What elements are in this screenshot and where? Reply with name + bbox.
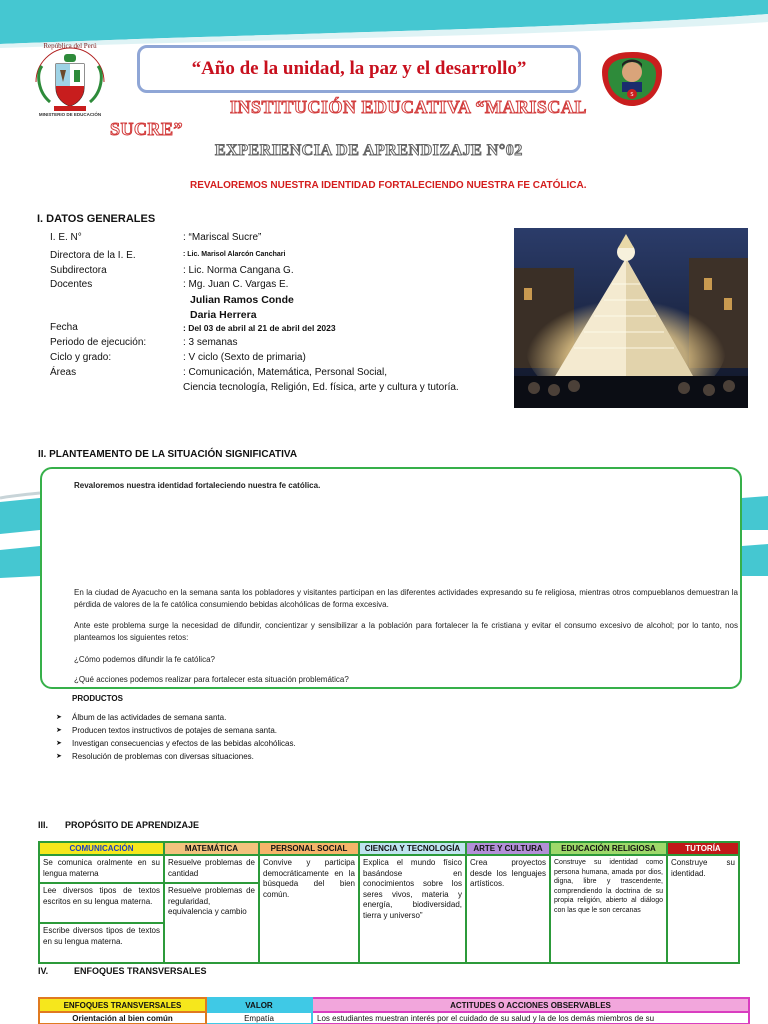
- list-item: ➤ Álbum de las actividades de semana santa.: [56, 711, 296, 724]
- dg-value: : 3 semanas: [183, 337, 238, 348]
- experience-title: EXPERIENCIA DE APRENDIZAJE N°02: [215, 142, 523, 159]
- situacion-paragraph-2: Ante este problema surge la necesidad de difundir, concientizar y sensibilizar a la población para fortalecer la fe cristiana y evitar el consumo excesivo de alcohol; por lo tanto, nos planteamos los siguientes retos:: [74, 621, 738, 642]
- school-name-line1: INSTITUCIÓN EDUCATIVA “MARISCAL: [230, 97, 587, 117]
- arte-cell: Crea proyectos desde los lenguajes artísticos.: [466, 855, 550, 963]
- situacion-paragraph-1: En la ciudad de Ayacucho en la semana santa los pobladores y visitantes participan en las diferentes actividades expresando su fe religiosa, mientras otros compueblanos demuestran la pérdida de valores de la fe católica consumiendo bebidas alcohólicas de forma excesiva.: [74, 588, 738, 609]
- dg-value: : Lic. Norma Cangana G.: [183, 265, 294, 276]
- dg-value: : Lic. Marisol Alarcón Canchari: [183, 251, 286, 258]
- year-motto-box: [137, 45, 581, 93]
- table-header-row: [39, 842, 739, 855]
- svg-text:S: S: [630, 92, 634, 98]
- experience-subtitle: REVALOREMOS NUESTRA IDENTIDAD FORTALECIENDO NUESTRA FE CATÓLICA.: [190, 180, 587, 191]
- dg-label: I. E. N°: [50, 232, 82, 243]
- column-header: COMUNICACIÓN: [39, 842, 164, 855]
- dg-label: Periodo de ejecución:: [50, 337, 147, 348]
- list-item: ➤ Producen textos instructivos de potajes de semana santa.: [56, 724, 296, 737]
- dg-value: : V ciclo (Sexto de primaria): [183, 352, 306, 363]
- list-item: ➤ Investigan consecuencias y efectos de las bebidas alcohólicas.: [56, 737, 296, 750]
- column-header: EDUCACIÓN RELIGIOSA: [550, 842, 667, 855]
- column-header: ACTITUDES O ACCIONES OBSERVABLES: [312, 998, 749, 1012]
- situacion-box: [40, 467, 742, 689]
- column-header: PERSONAL SOCIAL: [259, 842, 359, 855]
- matematica-cell-2: Resuelve problemas de regularidad, equivalencia y cambio: [164, 883, 259, 963]
- dg-value: Ciencia tecnología, Religión, Ed. física, arte y cultura y tutoría.: [183, 382, 459, 393]
- matematica-cell-1: Resuelve problemas de cantidad: [164, 855, 259, 883]
- actitud-cell: Los estudiantes muestran interés por el cuidado de su salud y la de los demás miembros de su: [312, 1012, 749, 1024]
- proposito-table: [38, 841, 740, 964]
- dg-label: Docentes: [50, 279, 93, 290]
- situacion-title: Revaloremos nuestra identidad fortaleciendo nuestra fe católica.: [74, 481, 321, 490]
- situacion-question-2: ¿Qué acciones podemos realizar para fortalecer esta situación problemática?: [74, 675, 349, 684]
- dg-label: Fecha: [50, 322, 78, 333]
- dg-label: Directora de la I. E.: [50, 250, 136, 261]
- comunicacion-cell-3: Escribe diversos tipos de textos en su lengua materna.: [39, 923, 164, 963]
- enfoque-cell: Orientación al bien común: [39, 1012, 206, 1024]
- table-row: [39, 855, 739, 883]
- valor-cell: Empatía: [206, 1012, 312, 1024]
- dg-label: Ciclo y grado:: [50, 352, 112, 363]
- religion-cell: Construye su identidad como persona humana, amada por dios, digna, libre y trascendente, comprendiendo la doctrina de su propia religión, abierto al diálogo con las que le son cercanas: [550, 855, 667, 963]
- enfoques-table: [38, 997, 750, 1024]
- ciencia-cell: Explica el mundo físico basándose en conocimientos sobre los seres vivos, materia y energía, biodiversidad, tierra y universo”: [359, 855, 466, 963]
- personal-social-cell: Convive y participa democráticamente en la búsqueda del bien común.: [259, 855, 359, 963]
- proposito-heading: PROPÓSITO DE APRENDIZAJE: [65, 820, 200, 830]
- dg-value: : “Mariscal Sucre”: [183, 232, 262, 243]
- tutoria-cell: Construye su identidad.: [667, 855, 739, 963]
- comunicacion-cell-2: Lee diversos tipos de textos escritos en su lengua materna.: [39, 883, 164, 923]
- procession-photo: [514, 228, 748, 408]
- column-header: ENFOQUES TRANSVERSALES: [39, 998, 206, 1012]
- year-motto: “Año de la unidad, la paz y el desarrollo”: [191, 58, 527, 79]
- productos-heading: PRODUCTOS: [72, 694, 123, 703]
- datos-generales-heading: I. DATOS GENERALES: [37, 213, 156, 225]
- enfoques-heading-number: IV.: [38, 966, 49, 976]
- table-header-row: [39, 998, 749, 1012]
- school-name-line2: SUCRE”: [110, 119, 184, 139]
- dg-value: : Del 03 de abril al 21 de abril del 2023: [183, 323, 336, 333]
- situacion-question-1: ¿Cómo podemos difundir la fe católica?: [74, 655, 215, 664]
- list-item: ➤ Resolución de problemas con diversas situaciones.: [56, 750, 296, 763]
- enfoques-heading: ENFOQUES TRANSVERSALES: [74, 966, 207, 976]
- peru-seal-logo: [28, 40, 112, 122]
- dg-label: Áreas: [50, 367, 77, 378]
- column-header: VALOR: [206, 998, 312, 1012]
- school-crest-logo: [600, 50, 664, 108]
- productos-list: [56, 711, 296, 763]
- proposito-heading-number: III.: [38, 820, 49, 830]
- top-wave-decoration: [0, 0, 768, 48]
- dg-value: : Comunicación, Matemática, Personal Social,: [183, 367, 387, 378]
- seal-caption-top: República del Perú: [43, 42, 97, 50]
- column-header: MATEMÁTICA: [164, 842, 259, 855]
- column-header: TUTORÍA: [667, 842, 739, 855]
- table-row: [39, 1012, 749, 1024]
- dg-value: Julian Ramos Conde: [190, 294, 294, 306]
- column-header: ARTE Y CULTURA: [466, 842, 550, 855]
- dg-label: Subdirectora: [50, 265, 107, 276]
- column-header: CIENCIA Y TECNOLOGÍA: [359, 842, 466, 855]
- dg-value: : Mg. Juan C. Vargas E.: [183, 279, 289, 290]
- comunicacion-cell-1: Se comunica oralmente en su lengua materna: [39, 855, 164, 883]
- dg-value: Daria Herrera: [190, 309, 257, 321]
- situacion-heading: II. PLANTEAMENTO DE LA SITUACIÓN SIGNIFICATIVA: [38, 449, 298, 460]
- seal-caption-bottom: MINISTERIO DE EDUCACIÓN: [38, 112, 102, 117]
